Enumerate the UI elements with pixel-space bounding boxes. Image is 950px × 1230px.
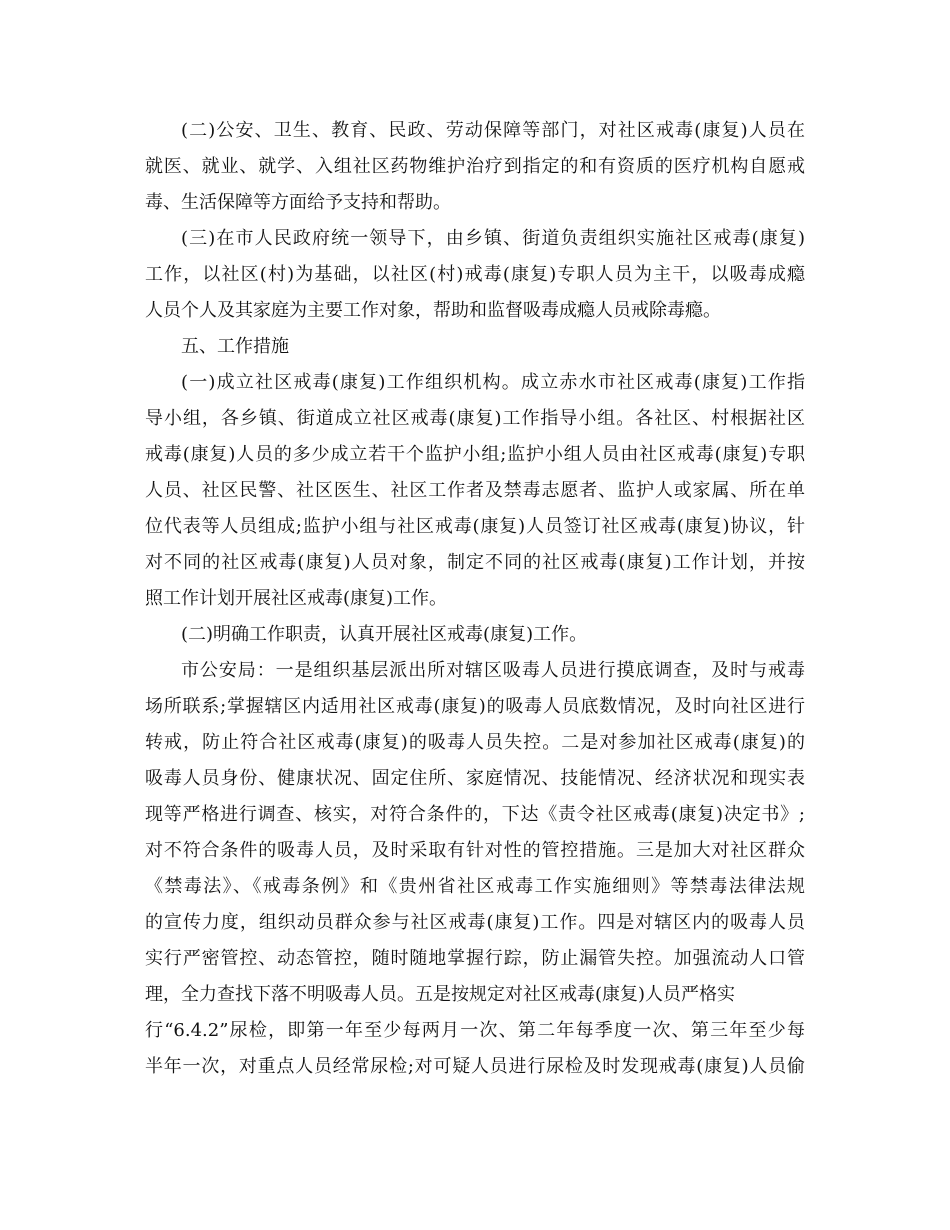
text-line: 现等严格进行调查、核实，对符合条件的，下达《责令社区戒毒(康复)决定书》; bbox=[145, 804, 805, 825]
text-line: (二)明确工作职责，认真开展社区戒毒(康复)工作。 bbox=[181, 624, 588, 645]
text-line: 转戒，防止符合社区戒毒(康复)的吸毒人员失控。二是对参加社区戒毒(康复)的 bbox=[145, 732, 805, 753]
paragraph-establish-organization bbox=[145, 365, 805, 617]
text-line: 的宣传力度，组织动员群众参与社区戒毒(康复)工作。四是对辖区内的吸毒人员 bbox=[145, 912, 805, 933]
text-line: 行“6.4.2”尿检，即第一年至少每两月一次、第二年每季度一次、第三年至少每 bbox=[145, 1020, 805, 1041]
text-line: 位代表等人员组成;监护小组与社区戒毒(康复)人员签订社区戒毒(康复)协议，针 bbox=[145, 516, 805, 537]
text-line: 对不同的社区戒毒(康复)人员对象，制定不同的社区戒毒(康复)工作计划，并按 bbox=[145, 552, 805, 573]
text-line: 人员、社区民警、社区医生、社区工作者及禁毒志愿者、监护人或家属、所在单 bbox=[145, 480, 805, 501]
text-line: 场所联系;掌握辖区内适用社区戒毒(康复)的吸毒人员底数情况，及时向社区进行 bbox=[145, 696, 805, 717]
text-line: 工作，以社区(村)为基础，以社区(村)戒毒(康复)专职人员为主干，以吸毒成瘾 bbox=[145, 264, 805, 285]
text-line: 毒、生活保障等方面给予支持和帮助。 bbox=[145, 192, 451, 213]
paragraph-government-leadership bbox=[145, 221, 805, 329]
text-line: 照工作计划开展社区戒毒(康复)工作。 bbox=[145, 588, 448, 609]
text-line: 导小组，各乡镇、街道成立社区戒毒(康复)工作指导小组。各社区、村根据社区 bbox=[145, 408, 805, 429]
text-line: 人员个人及其家庭为主要工作对象，帮助和监督吸毒成瘾人员戒除毒瘾。 bbox=[145, 300, 721, 321]
text-line: 《禁毒法》、《戒毒条例》和《贵州省社区戒毒工作实施细则》等禁毒法律法规 bbox=[145, 876, 805, 897]
text-line: 实行严密管控、动态管控，随时随地掌握行踪，防止漏管失控。加强流动人口管 bbox=[145, 948, 805, 969]
text-line: 对不符合条件的吸毒人员，及时采取有针对性的管控措施。三是加大对社区群众 bbox=[145, 840, 805, 861]
paragraph-city-police-bureau bbox=[145, 653, 805, 1085]
text-line: 就医、就业、就学、入组社区药物维护治疗到指定的和有资质的医疗机构自愿戒 bbox=[145, 156, 805, 177]
paragraph-clarify-duties bbox=[145, 617, 805, 653]
text-line: (二)公安、卫生、教育、民政、劳动保障等部门，对社区戒毒(康复)人员在 bbox=[181, 120, 805, 141]
section-heading: 五、工作措施 bbox=[181, 336, 289, 357]
text-line: 理，全力查找下落不明吸毒人员。五是按规定对社区戒毒(康复)人员严格实 bbox=[145, 984, 736, 1005]
section-heading-work-measures bbox=[145, 329, 805, 365]
text-line: 吸毒人员身份、健康状况、固定住所、家庭情况、技能情况、经济状况和现实表 bbox=[145, 768, 805, 789]
text-line: (一)成立社区戒毒(康复)工作组织机构。成立赤水市社区戒毒(康复)工作指 bbox=[181, 372, 805, 393]
text-line: 市公安局：一是组织基层派出所对辖区吸毒人员进行摸底调查，及时与戒毒 bbox=[181, 660, 805, 681]
text-line: (三)在市人民政府统一领导下，由乡镇、街道负责组织实施社区戒毒(康复) bbox=[181, 228, 805, 249]
document-body bbox=[145, 113, 805, 1085]
text-line: 半年一次，对重点人员经常尿检;对可疑人员进行尿检及时发现戒毒(康复)人员偷 bbox=[145, 1056, 805, 1077]
text-line: 戒毒(康复)人员的多少成立若干个监护小组;监护小组人员由社区戒毒(康复)专职 bbox=[145, 444, 805, 465]
paragraph-public-security-support bbox=[145, 113, 805, 221]
